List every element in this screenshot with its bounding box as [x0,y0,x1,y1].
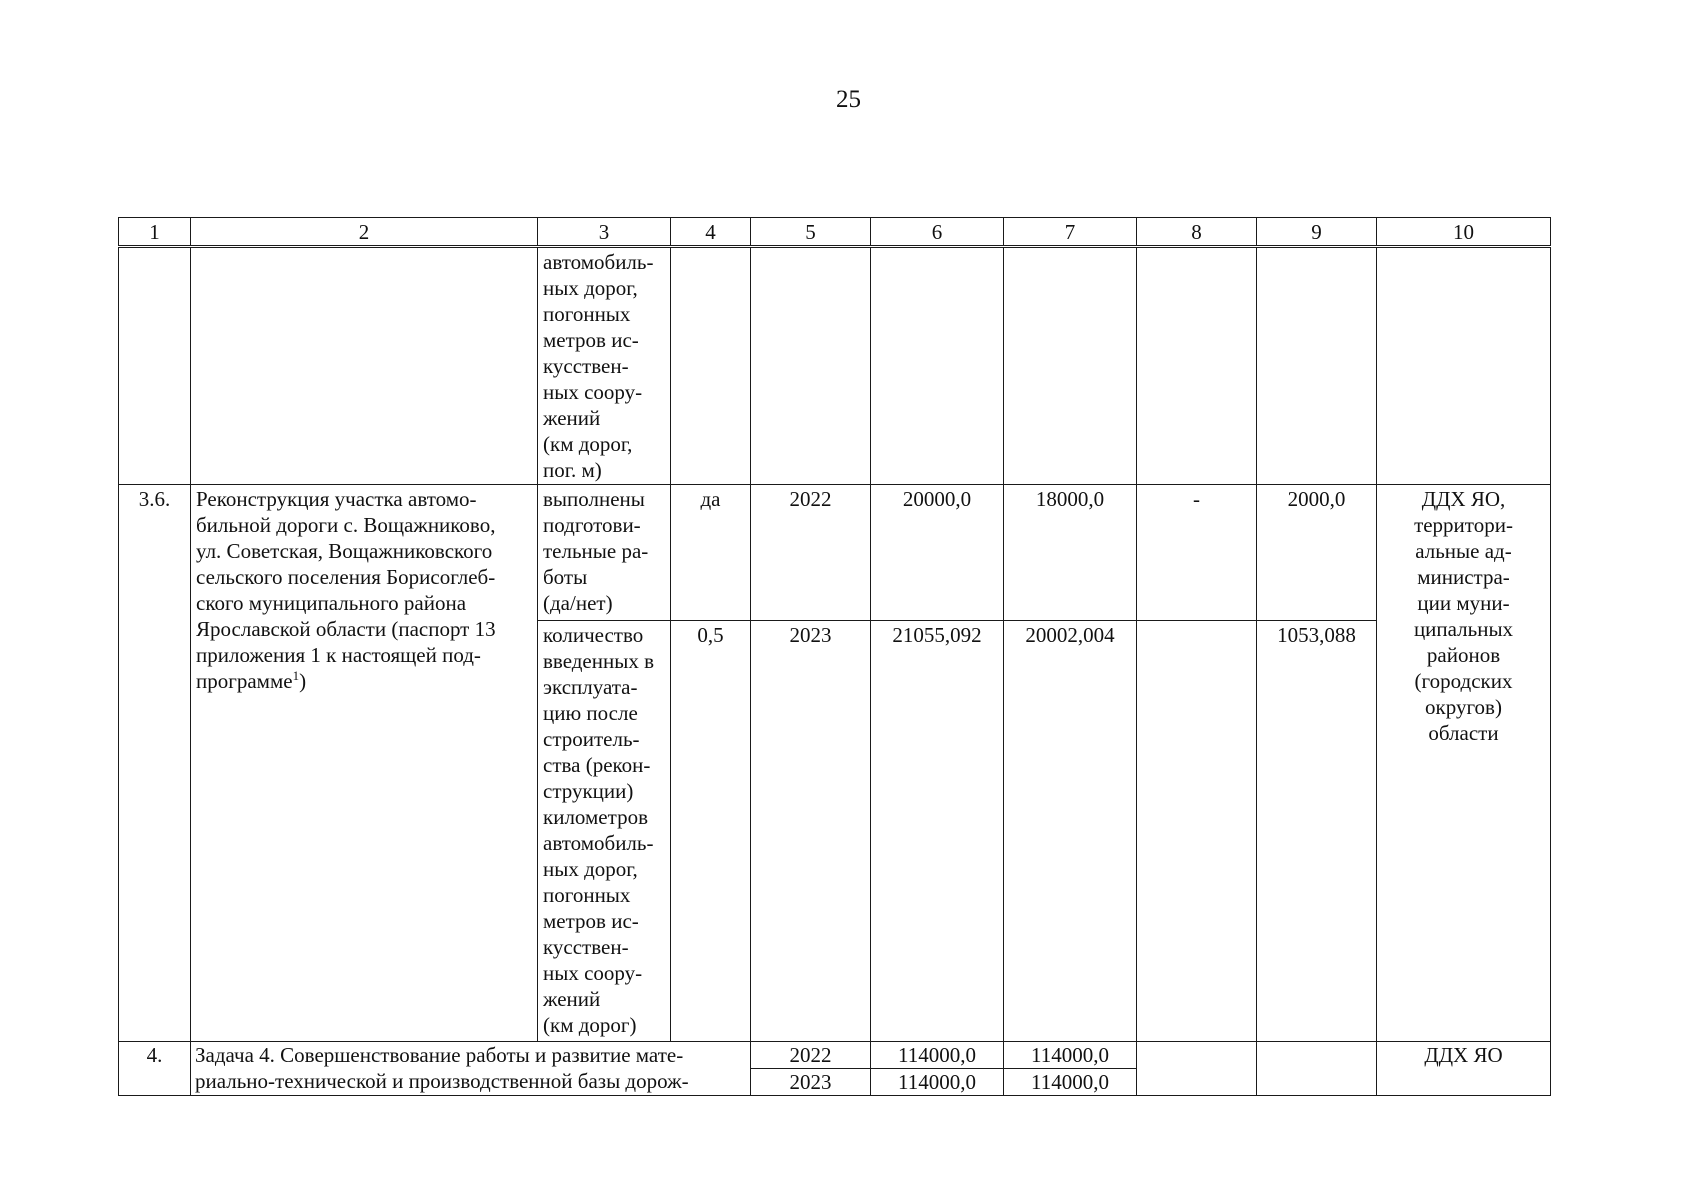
table-header-row [119,218,1551,247]
cell-empty [671,247,751,485]
header-cell: 2 [191,218,538,247]
cell-empty [1257,247,1377,485]
table-row-3-6 [119,485,1551,621]
regional-amount: 18000,0 [1004,485,1137,621]
year: 2023 [751,621,871,1042]
year: 2022 [751,485,871,621]
task-name: Задача 4. Совершенствование работы и развитие мате- риально-технической и производственной базы дорож- [191,1042,751,1096]
regional-amount: 20002,004 [1004,621,1137,1042]
cell-empty [1137,1042,1257,1096]
federal-amount: - [1137,485,1257,621]
cell-empty [119,247,191,485]
header-cell: 10 [1377,218,1551,247]
header-cell: 8 [1137,218,1257,247]
row-number: 3.6. [119,485,191,1042]
executor: ДДХ ЯО, территори- альные ад- министра- ции муни- ципальных районов (городских округов) области [1377,485,1551,1042]
header-cell: 4 [671,218,751,247]
year: 2022 [751,1042,871,1069]
total-amount: 20000,0 [871,485,1004,621]
regional-amount: 114000,0 [1004,1069,1137,1096]
local-amount: 2000,0 [1257,485,1377,621]
indicator-value: 0,5 [671,621,751,1042]
indicator-value: да [671,485,751,621]
cell-empty [1377,247,1551,485]
year: 2023 [751,1069,871,1096]
header-cell: 9 [1257,218,1377,247]
program-table [118,217,1551,1096]
cell-empty [871,247,1004,485]
total-amount: 114000,0 [871,1042,1004,1069]
executor: ДДХ ЯО [1377,1042,1551,1096]
cell-empty [751,247,871,485]
indicator-name: выполнены подготови- тельные ра- боты (да/нет) [538,485,671,621]
cell-empty [1137,247,1257,485]
regional-amount: 114000,0 [1004,1042,1137,1069]
local-amount: 1053,088 [1257,621,1377,1042]
page-number: 25 [836,86,861,113]
total-amount: 114000,0 [871,1069,1004,1096]
header-cell: 1 [119,218,191,247]
header-cell: 7 [1004,218,1137,247]
row-number: 4. [119,1042,191,1096]
activity-name: Реконструкция участка автомо- бильной дороги с. Вощажниково, ул. Советская, Вощажниковского сельского поселения Борисоглеб- ского муниципального района Ярославской области (паспорт 13 приложения 1 к настоящей под- программе$^1$) [191,485,538,1042]
table-row-continuation [119,247,1551,485]
total-amount: 21055,092 [871,621,1004,1042]
indicator-name: количество введенных в эксплуата- цию после строитель- ства (рекон- струкции) километров автомобиль- ных дорог, погонных метров ис- кусствен- ных соору- жений (км дорог) [538,621,671,1042]
header-cell: 6 [871,218,1004,247]
indicator-continuation: автомобиль- ных дорог, погонных метров ис- кусствен- ных соору- жений (км дорог, пог. м) [538,247,671,485]
table-row-4 [119,1042,1551,1069]
federal-amount [1137,621,1257,1042]
cell-empty [1257,1042,1377,1096]
cell-empty [191,247,538,485]
cell-empty [1004,247,1137,485]
header-cell: 5 [751,218,871,247]
header-cell: 3 [538,218,671,247]
